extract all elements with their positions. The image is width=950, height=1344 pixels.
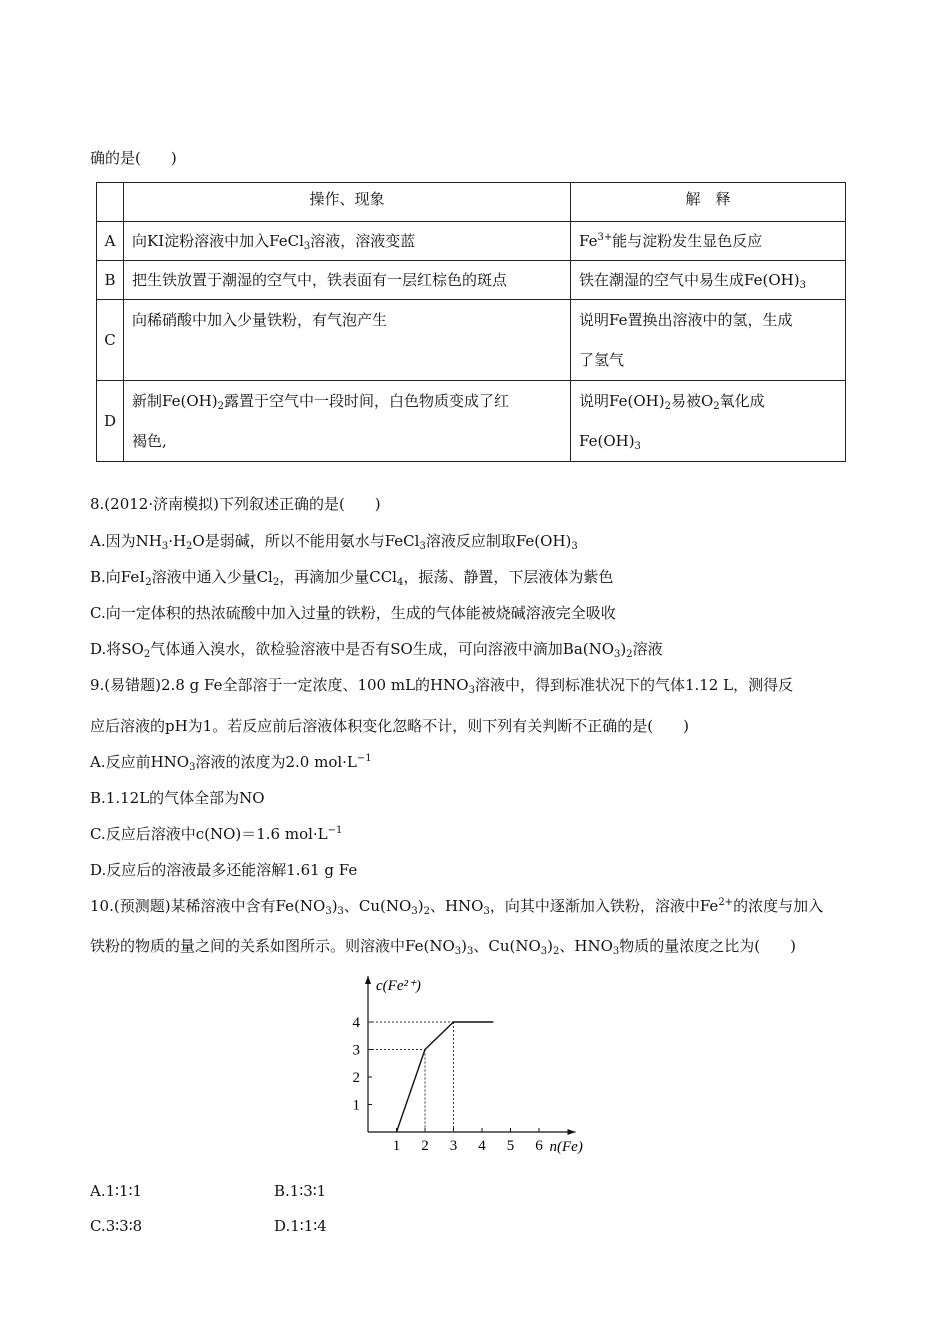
y-tick-label: 2 bbox=[352, 1070, 360, 1086]
table-row bbox=[97, 381, 846, 462]
q8-option-d: D.将$SO_2$气体通入溴水，欲检验溶液中是否有SO生成，可向溶液中滴加$Ba(NO_3)_2$溶液 bbox=[90, 640, 663, 660]
q9-option-c: C.反应后溶液中c(NO)＝1.6 $mol\cdot L^{-1}$ bbox=[90, 825, 343, 843]
q9-option-b: B.1.12L的气体全部为NO bbox=[90, 789, 265, 807]
x-tick-label: 6 bbox=[535, 1138, 543, 1154]
x-tick-label: 5 bbox=[506, 1138, 515, 1154]
table-row bbox=[97, 300, 846, 381]
row-letter: D bbox=[97, 381, 124, 462]
x-tick-label: 2 bbox=[421, 1138, 429, 1154]
x-axis-title: n(Fe) bbox=[549, 1139, 583, 1155]
row-operation: 新制$Fe(OH)_2$露置于空气中一段时间，白色物质变成了红 褐色, bbox=[124, 381, 571, 462]
q8-stem: 8.(2012·济南模拟)下列叙述正确的是( ) bbox=[90, 495, 381, 513]
q7-stem-tail: 确的是( ) bbox=[90, 149, 177, 167]
fe2-concentration-chart bbox=[330, 968, 610, 1163]
q10-option-a: A.1∶1∶1 bbox=[90, 1182, 143, 1200]
row-explanation: $Fe^{3+}$能与淀粉发生显色反应 bbox=[571, 222, 846, 261]
series-line bbox=[397, 1022, 494, 1132]
x-tick-label: 3 bbox=[449, 1138, 458, 1154]
q8-option-c: C.向一定体积的热浓硫酸中加入过量的铁粉，生成的气体能被烧碱溶液完全吸收 bbox=[90, 604, 616, 622]
q9-stem-line1: 9.(易错题)2.8 g Fe全部溶于一定浓度、100 mL的$HNO_3$溶液中，得到标准状况下的气体1.12 L，测得反 bbox=[90, 676, 794, 696]
y-tick-label: 1 bbox=[352, 1097, 360, 1114]
table-header-blank bbox=[97, 183, 124, 222]
table-row bbox=[97, 261, 846, 300]
y-axis-title: c(Fe²⁺) bbox=[376, 978, 421, 994]
x-axis-arrow bbox=[568, 1129, 576, 1135]
row-explanation: 说明$Fe(OH)_2$易被$O_2$氧化成 $Fe(OH)_3$ bbox=[571, 381, 846, 462]
row-letter: A bbox=[97, 222, 124, 261]
q10-option-c: C.3∶3∶8 bbox=[90, 1217, 143, 1235]
table-row bbox=[97, 222, 846, 261]
q10-stem-line1: 10.(预测题)某稀溶液中含有$Fe(NO_3)_3$、$Cu(NO_3)_2$、$HNO_3$，向其中逐渐加入铁粉，溶液中$Fe^{2+}$的浓度与加入 bbox=[90, 897, 824, 917]
q10-stem-line2: 铁粉的物质的量之间的关系如图所示。则溶液中$Fe(NO_3)_3$、$Cu(NO_3)_2$、$HNO_3$物质的量浓度之比为( ) bbox=[90, 937, 796, 957]
table-header-explanation: 解 释 bbox=[571, 183, 846, 222]
row-operation: 向稀硝酸中加入少量铁粉，有气泡产生 bbox=[124, 300, 571, 381]
q10-option-b: B.1∶3∶1 bbox=[274, 1182, 327, 1200]
q8-option-a: A.因为$NH_3\cdot H_2O$是弱碱，所以不能用氨水与FeCl$_3$溶液反应制取$Fe(OH)_3$ bbox=[90, 532, 578, 552]
row-letter: C bbox=[97, 300, 124, 381]
q9-stem-line2: 应后溶液的pH为1。若反应前后溶液体积变化忽略不计，则下列有关判断不正确的是( ) bbox=[90, 717, 689, 735]
q9-option-d: D.反应后的溶液最多还能溶解1.61 g Fe bbox=[90, 861, 358, 879]
row-explanation: 说明Fe置换出溶液中的氢，生成 了氢气 bbox=[571, 300, 846, 381]
y-tick-label: 3 bbox=[352, 1042, 360, 1059]
x-tick-label: 4 bbox=[478, 1138, 486, 1154]
q10-option-d: D.1∶1∶4 bbox=[274, 1217, 327, 1235]
row-letter: B bbox=[97, 261, 124, 300]
y-axis-arrow bbox=[365, 976, 371, 984]
x-tick-label: 1 bbox=[392, 1138, 401, 1154]
table-header-operation: 操作、现象 bbox=[124, 183, 571, 222]
q9-option-a: A.反应前$HNO_3$溶液的浓度为2.0 $mol\cdot L^{-1}$ bbox=[90, 753, 372, 773]
q8-option-b: B.向FeI$_2$溶液中通入少量$Cl_2$，再滴加少量CCl$_4$，振荡、静置，下层液体为紫色 bbox=[90, 568, 614, 588]
row-explanation: 铁在潮湿的空气中易生成$Fe(OH)_3$ bbox=[571, 261, 846, 300]
row-operation: 向KI淀粉溶液中加入FeCl$_3$溶液，溶液变蓝 bbox=[124, 222, 571, 261]
y-tick-label: 4 bbox=[352, 1015, 360, 1031]
row-operation: 把生铁放置于潮湿的空气中，铁表面有一层红棕色的斑点 bbox=[124, 261, 571, 300]
q7-table bbox=[96, 182, 846, 462]
